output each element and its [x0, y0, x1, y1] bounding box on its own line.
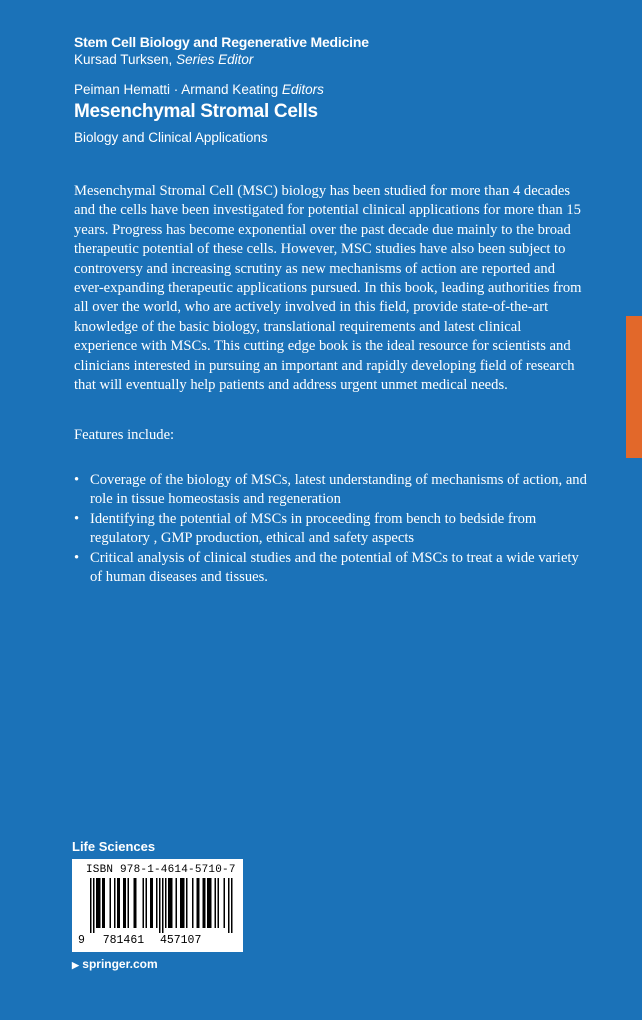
book-editors — [74, 82, 324, 97]
features-list — [74, 471, 594, 587]
barcode-guard-bar — [231, 878, 233, 933]
barcode-bar — [165, 878, 167, 928]
editors-names: Peiman Hematti · Armand Keating — [74, 82, 279, 97]
features-intro: Features include: — [74, 427, 175, 443]
barcode-bar — [123, 878, 125, 928]
barcode-bar — [176, 878, 178, 928]
barcode-bar — [152, 878, 154, 928]
book-subtitle: Biology and Clinical Applications — [74, 130, 268, 145]
barcode-bar — [204, 878, 206, 928]
barcode-bar — [102, 878, 104, 928]
barcode-bar — [224, 878, 226, 928]
barcode-guard-bar — [162, 878, 164, 933]
series-editor-name: Kursad Turksen, — [74, 52, 173, 67]
barcode-bar — [197, 878, 199, 928]
barcode-bar — [215, 878, 217, 928]
barcode-bar — [171, 878, 173, 928]
barcode-bar — [203, 878, 205, 928]
feature-text: Coverage of the biology of MSCs, latest understanding of mechanisms of action, and role in tissue homeostasis and regeneration — [90, 472, 587, 508]
barcode-bar — [128, 878, 130, 928]
barcode-bar — [110, 878, 112, 928]
barcode-bar — [96, 878, 98, 928]
bullet-icon: • — [74, 472, 80, 488]
series-editor — [74, 52, 253, 67]
book-title: Mesenchymal Stromal Cells — [74, 101, 318, 122]
barcode-bar — [209, 878, 211, 928]
barcode-guard-bar — [90, 878, 92, 933]
barcode-bars — [78, 878, 237, 934]
barcode-bar — [218, 878, 220, 928]
feature-item — [74, 471, 594, 510]
orange-spine-tab — [626, 316, 642, 458]
ean-left-group: 781461 — [102, 934, 145, 947]
series-editor-role: Series Editor — [176, 52, 254, 67]
arrow-right-icon: ▶ — [72, 960, 79, 970]
ean-right-group: 457107 — [159, 934, 202, 947]
barcode-guard-bar — [228, 878, 230, 933]
subject-category: Life Sciences — [72, 839, 156, 854]
series-title: Stem Cell Biology and Regenerative Medicine — [74, 34, 369, 50]
barcode-bar — [186, 878, 188, 928]
barcode-bar — [192, 878, 194, 928]
feature-item — [74, 549, 594, 588]
bullet-icon: • — [74, 549, 80, 566]
barcode-bar — [146, 878, 148, 928]
book-description: Mesenchymal Stromal Cell (MSC) biology has been studied for more than 4 decades and the cells have been investigated for potential clinical applications for more than 15 years. Progress has become exponential over the past decade due mainly to the broad therapeutic potential of these cells. However, MSC studies have also been subject to controversy and increasing scrutiny as new mechanisms of action are reported and ever-expanding therapeutic applications pursued. In this book, leading authorities from all over the world, who are actively involved in this field, provide state-of-the-art knowledge of the basic biology, translational requirements and latest clinical experience with MSCs. This cutting edge book is the ideal resource for scientists and clinicians interested in pursuing an important and rapidly developing field of research that will eventually help patients and address urgent unmet medical needs. — [74, 183, 582, 394]
barcode-bar — [104, 878, 106, 928]
editors-role: Editors — [281, 82, 324, 97]
isbn-barcode — [72, 859, 243, 952]
barcode-bar — [156, 878, 158, 928]
barcode-bar — [210, 878, 212, 928]
barcode-bar — [183, 878, 185, 928]
feature-item — [74, 510, 594, 549]
barcode-bar — [150, 878, 152, 928]
barcode-guard-bar — [159, 878, 161, 933]
barcode-bar — [99, 878, 101, 928]
barcode-bar — [182, 878, 184, 928]
barcode-bar — [135, 878, 137, 928]
feature-text: Critical analysis of clinical studies and the potential of MSCs to treat a wide variety of human diseases and tissues. — [90, 549, 579, 586]
bullet-icon: • — [74, 510, 80, 527]
barcode-bar — [207, 878, 209, 928]
barcode-bar — [98, 878, 100, 928]
barcode-bar — [143, 878, 145, 928]
barcode-bar — [170, 878, 172, 928]
feature-text: Identifying the potential of MSCs in proceeding from bench to bedside from regulatory , GMP production, ethical and safety aspects — [90, 510, 537, 547]
barcode-bar — [117, 878, 119, 928]
barcode-bar — [198, 878, 200, 928]
barcode-bar — [125, 878, 127, 928]
barcode-guard-bar — [93, 878, 95, 933]
publisher-url: springer.com — [82, 957, 158, 971]
barcode-bar — [114, 878, 116, 928]
ean-first-digit: 9 — [78, 934, 85, 947]
ean-digits — [78, 934, 238, 947]
isbn-label: ISBN 978-1-4614-5710-7 — [86, 864, 236, 876]
barcode-bar — [134, 878, 136, 928]
barcode-bar — [119, 878, 121, 928]
publisher-link[interactable] — [72, 957, 158, 971]
barcode-bar — [168, 878, 170, 928]
barcode-bar — [180, 878, 182, 928]
